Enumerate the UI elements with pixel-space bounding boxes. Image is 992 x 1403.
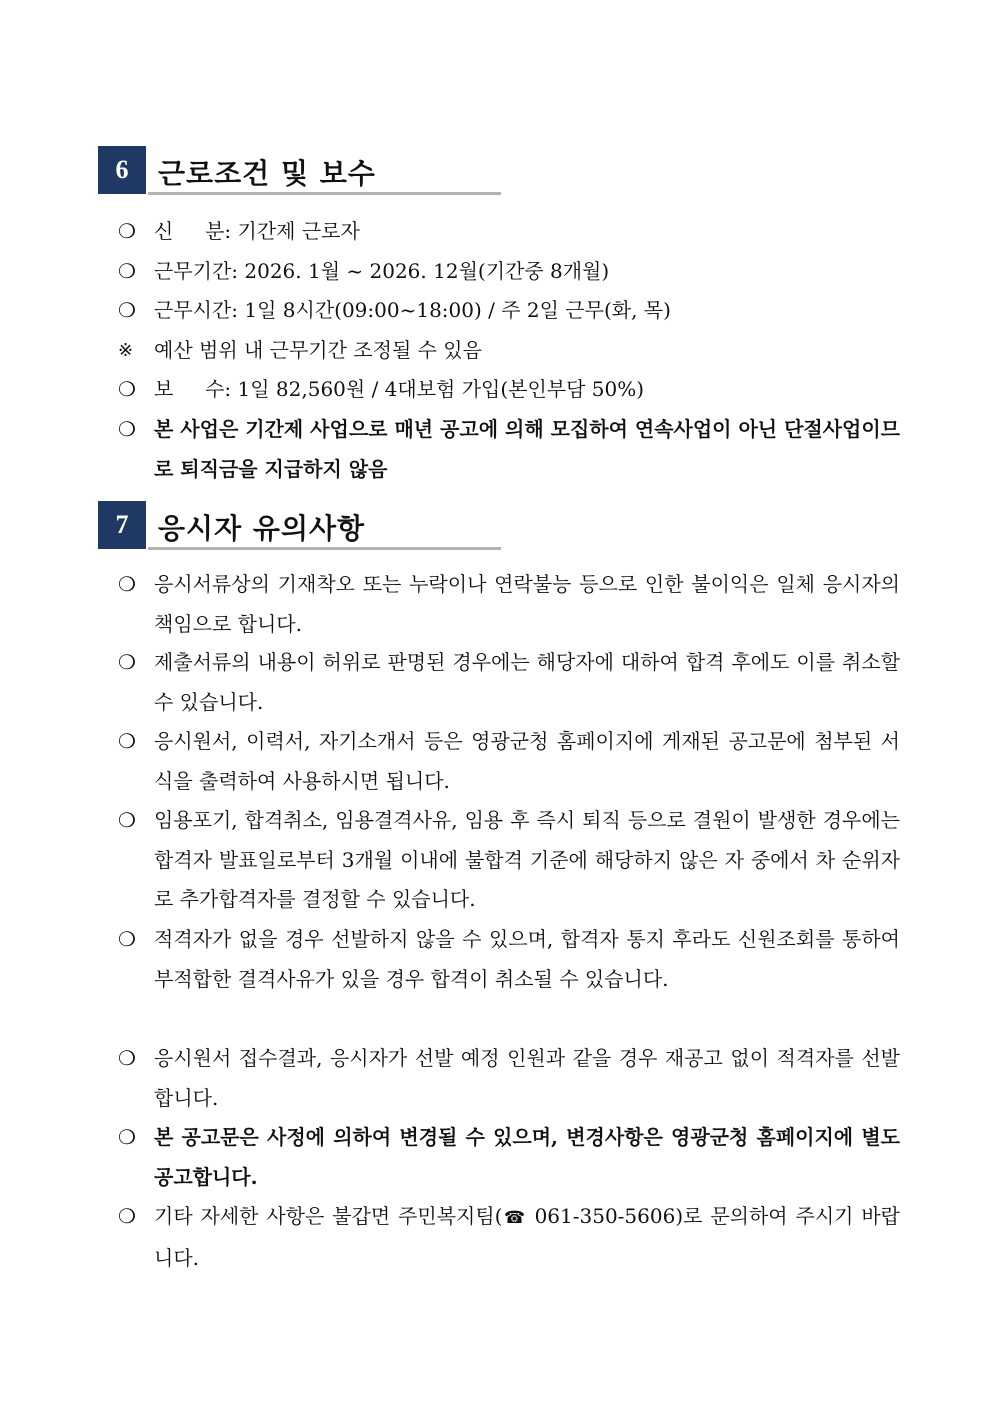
bullet-circle-icon: ❍ — [118, 1046, 136, 1070]
list-item — [118, 722, 900, 801]
section-title: 응시자 유의사항 — [158, 512, 366, 545]
list-item — [118, 643, 900, 722]
list-item — [118, 565, 900, 644]
item-text: 적격자가 없을 경우 선발하지 않을 수 있으며, 합격자 통지 후라도 신원조회를 통하여 부적합한 결격사유가 있을 경우 합격이 취소될 수 있습니다. — [154, 927, 900, 991]
bullet-circle-icon: ❍ — [118, 259, 136, 283]
bullet-circle-icon: ❍ — [118, 1125, 136, 1149]
list-item — [118, 252, 900, 292]
item-text: 응시원서 접수결과, 응시자가 선발 예정 인원과 같을 경우 재공고 없이 적격자를 선발합니다. — [154, 1046, 900, 1110]
bullet-circle-icon: ❍ — [118, 377, 136, 401]
bullet-circle-icon: ❍ — [118, 1204, 136, 1228]
reference-mark-icon: ※ — [118, 340, 134, 361]
item-text: 근무기간: 2026. 1월 ~ 2026. 12월(기간중 8개월) — [154, 259, 610, 283]
item-text: 보 수: 1일 82,560원 / 4대보험 가입(본인부담 50%) — [154, 377, 645, 401]
bullet-circle-icon: ❍ — [118, 808, 136, 832]
section-number: 7 — [98, 501, 146, 549]
item-text: 신 분: 기간제 근로자 — [154, 219, 360, 243]
section-underline — [148, 192, 501, 195]
item-text — [154, 1197, 900, 1278]
bullet-circle-icon: ❍ — [118, 417, 136, 441]
item-text: 응시원서, 이력서, 자기소개서 등은 영광군청 홈페이지에 게재된 공고문에 첨부된 서식을 출력하여 사용하시면 됩니다. — [154, 729, 900, 793]
list-item — [118, 1197, 900, 1278]
item-text-before: 기타 자세한 사항은 불갑면 주민복지팀( — [154, 1204, 503, 1228]
section-underline — [148, 547, 501, 550]
list-item — [118, 1039, 900, 1118]
item-text: 응시서류상의 기재착오 또는 누락이나 연락불능 등으로 인한 불이익은 일체 응시자의 책임으로 합니다. — [154, 572, 900, 636]
bullet-circle-icon: ❍ — [118, 298, 136, 322]
list-item — [118, 1118, 900, 1197]
list-item — [118, 920, 900, 999]
phone-icon: ☎ — [502, 1208, 527, 1228]
section-number: 6 — [98, 146, 146, 194]
bullet-circle-icon: ❍ — [118, 572, 136, 596]
item-text-after: )로 문의하여 주시기 바랍니다. — [154, 1204, 900, 1270]
bullet-circle-icon: ❍ — [118, 650, 136, 674]
item-text: 제출서류의 내용이 허위로 판명된 경우에는 해당자에 대하여 합격 후에도 이를 취소할 수 있습니다. — [154, 650, 900, 714]
list-item — [118, 331, 900, 371]
item-text: 본 사업은 기간제 사업으로 매년 공고에 의해 모집하여 연속사업이 아닌 단절사업이므로 퇴직금을 지급하지 않음 — [154, 417, 901, 481]
bullet-circle-icon: ❍ — [118, 927, 136, 951]
phone-number: 061-350-5606 — [526, 1204, 676, 1228]
list-item — [118, 291, 900, 331]
bullet-circle-icon: ❍ — [118, 729, 136, 753]
section-title: 근로조건 및 보수 — [158, 157, 376, 190]
list-item — [118, 212, 900, 252]
list-item — [118, 801, 900, 920]
list-item — [118, 410, 900, 489]
list-item — [118, 370, 900, 410]
bullet-circle-icon: ❍ — [118, 219, 136, 243]
item-text: 예산 범위 내 근무기간 조정될 수 있음 — [154, 338, 482, 362]
item-text: 본 공고문은 사정에 의하여 변경될 수 있으며, 변경사항은 영광군청 홈페이지에 별도 공고합니다. — [154, 1125, 900, 1189]
item-text: 임용포기, 합격취소, 임용결격사유, 임용 후 즉시 퇴직 등으로 결원이 발생한 경우에는 합격자 발표일로부터 3개월 이내에 불합격 기준에 해당하지 않은 자 중에서 차 순위자로 추가합격자를 결정할 수 있습니다. — [154, 808, 900, 911]
item-text: 근무시간: 1일 8시간(09:00~18:00) / 주 2일 근무(화, 목) — [154, 298, 671, 322]
